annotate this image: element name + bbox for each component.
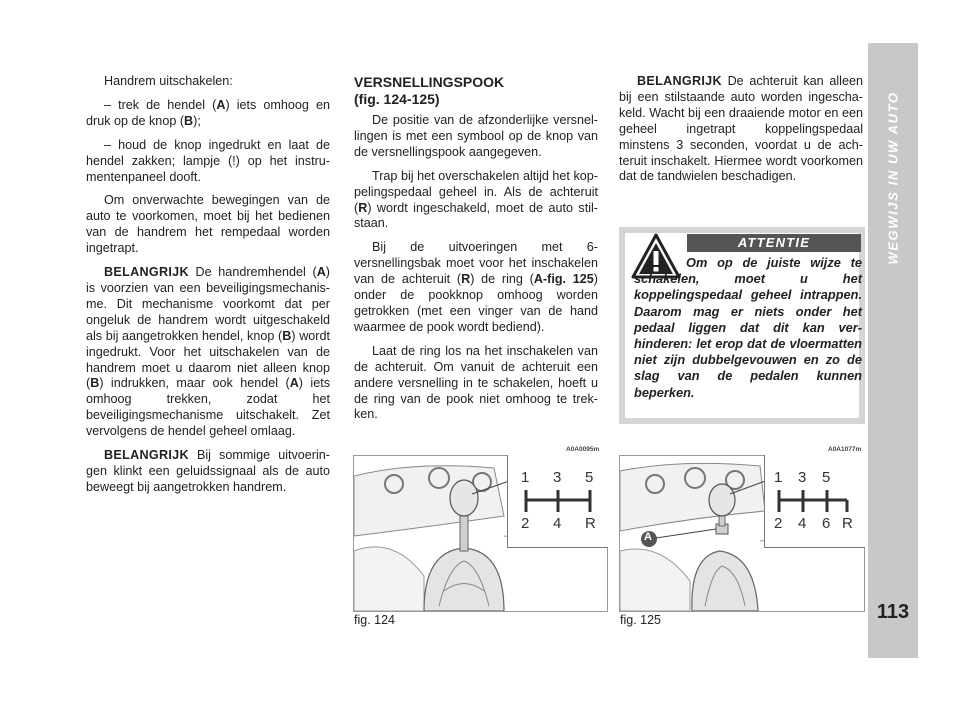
gear-label: 5: [585, 469, 594, 486]
gear-label: 3: [553, 469, 562, 486]
gear-pattern-diagram: [507, 455, 608, 548]
gear-lever-illustration: [619, 455, 865, 612]
paragraph: Laat de ring los na het inschakelen van de achteruit. Om vanuit de achteruit een andere versnelling in te schakelen, hoeft u de ring van de pook niet omhoog te trekken.: [354, 343, 598, 422]
gear-lever-illustration: [353, 455, 608, 612]
gear-label: 1: [774, 469, 783, 486]
paragraph: BELANGRIJK Bij sommige uitvoeringen klinkt een geluidssignaal als de auto beweegt bij aangetrokken handrem.: [86, 448, 330, 494]
text-column-1: [86, 74, 330, 504]
gear-label: 6: [822, 515, 831, 532]
paragraph: De positie van de afzonderlijke versnellingen is met een symbool op de knop van de versnellingspook aangegeven.: [354, 113, 598, 159]
marker-label: A: [644, 531, 652, 543]
warning-lamp-icon: (!): [227, 153, 240, 168]
paragraph: – trek de hendel (A) iets omhoog en druk op de knop (B);: [86, 97, 331, 128]
attention-badge: ATTENTIE: [687, 234, 861, 252]
gear-label: 2: [774, 515, 783, 532]
paragraph: Handrem uitschakelen:: [104, 74, 233, 88]
gear-label: 3: [798, 469, 807, 486]
paragraph: Trap bij het overschakelen altijd het koppelingspedaal geheel in. Als de achteruit (R) wordt ingeschakeld, moet de auto stilstaan.: [354, 168, 598, 231]
section-heading: VERSNELLINGSPOOK (fig. 124-125): [354, 74, 505, 107]
text-column-3: [619, 74, 863, 193]
figure-code: A0A1077m: [828, 446, 862, 453]
gear-label: R: [842, 515, 853, 532]
paragraph: BELANGRIJK De achteruit kan alleen bij een stilstaande auto worden ingeschakeld. Wacht bij een draaiende motor en een geheel ingetrapt koppelingspedaal minstens 3 seconden, voordat u de achteruit inschakelt. Hiermee wordt voorkomen dat de tandwielen beschadigen.: [619, 74, 863, 184]
gear-pattern-diagram: [764, 455, 865, 548]
figure-caption: fig. 124: [354, 613, 396, 627]
page-number: 113: [876, 601, 910, 623]
figure-caption: fig. 125: [620, 613, 662, 627]
paragraph: Om onverwachte bewegingen van de auto te voorkomen, moet bij het bedienen van de handrem het rempedaal worden ingetrapt.: [86, 193, 330, 256]
paragraph: Bij de uitvoeringen met 6-versnellingsbak moet voor het inschakelen van de achteruit (R) de ring (A-fig. 125) onder de pookknop omhoog worden getrokken (met een vinger van de hand waarmee de pook wordt bediend).: [354, 240, 598, 334]
text-column-2: [354, 74, 598, 431]
gear-label: 5: [822, 469, 831, 486]
gear-label: 2: [521, 515, 530, 532]
gear-label: 4: [553, 515, 562, 532]
figure-code: A0A0095m: [566, 446, 600, 453]
paragraph: – houd de knop ingedrukt en laat de hendel zakken; lampje (!) op het instrumentenpaneel dooft.: [86, 137, 330, 184]
paragraph: BELANGRIJK De handremhendel (A) is voorzien van een beveiligingsmechanisme. Dit mechanisme voorkomt dat per ongeluk de handrem wordt uitgeschakeld als bij aangetrokken hendel, knop (B) wordt ingedrukt. Voor het uitschakelen van de handrem moet u daarom niet alleen knop (B) indrukken, maar ook hendel (A) iets omhoog trekken, zodat het beveiligingsmechanisme uitschakelt. Zet vervolgens de hendel geheel omlaag.: [86, 265, 330, 439]
section-title: WEGWIJS IN UW AUTO: [885, 91, 901, 265]
gear-label: 1: [521, 469, 530, 486]
gear-label: R: [585, 515, 596, 532]
gear-label: 4: [798, 515, 807, 532]
warning-text: Om op de juiste wijze te schakelen, moet u het koppelingspedaal geheel intrappen. Daarom mag er niets onder het pedaal liggen dat dit kan verhinderen: let erop dat de vloermatten niet zijn dubbelgevouwen en zo de slag van de pedalen kunnen beperken.: [634, 255, 862, 400]
